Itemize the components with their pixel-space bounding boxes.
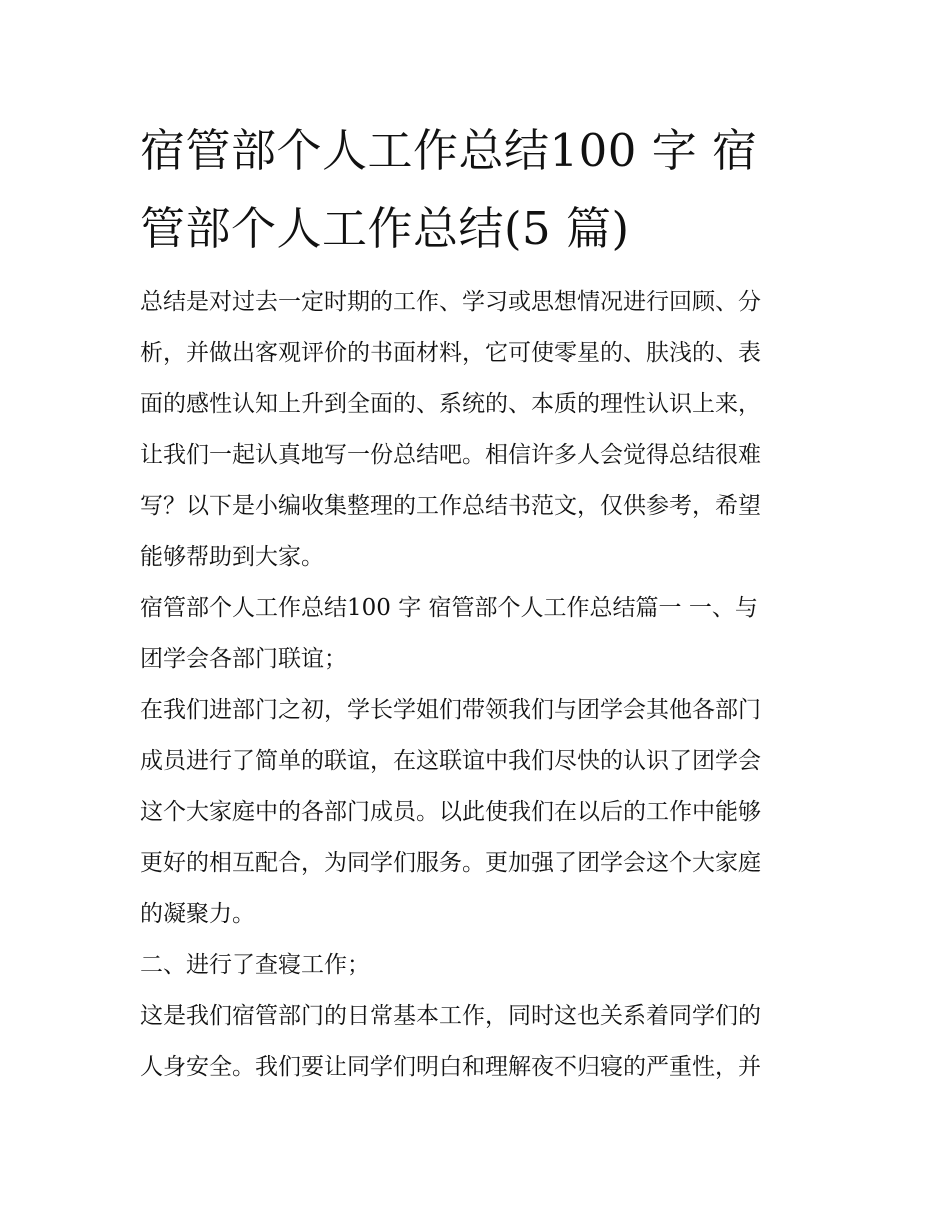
text-line: 这个大家庭中的各部门成员。以此使我们在以后的工作中能够 <box>140 799 761 825</box>
text-line: 的凝聚力。 <box>140 901 255 927</box>
text-line: 让我们一起认真地写一份总结吧。相信许多人会觉得总结很难 <box>140 442 761 468</box>
text-line: 这是我们宿管部门的日常基本工作，同时这也关系着同学们的 <box>140 1003 761 1029</box>
document-title <box>140 112 830 268</box>
text-line: 宿管部个人工作总结100 字 宿管部个人工作总结篇一 一、与 <box>140 595 758 621</box>
body-paragraph <box>140 685 830 940</box>
text-line: 二、进行了查寝工作； <box>140 952 370 978</box>
body-paragraph <box>140 991 830 1093</box>
text-line: 总结是对过去一定时期的工作、学习或思想情况进行回顾、分 <box>140 289 761 315</box>
text-line: 成员进行了简单的联谊，在这联谊中我们尽快的认识了团学会 <box>140 748 761 774</box>
text-line: 在我们进部门之初，学长学姐们带领我们与团学会其他各部门 <box>140 697 761 723</box>
text-line: 面的感性认知上升到全面的、系统的、本质的理性认识上来， <box>140 391 761 417</box>
title-line: 宿管部个人工作总结100 字 宿 <box>140 124 758 177</box>
intro-paragraph <box>140 277 830 583</box>
section-heading-paragraph <box>140 583 830 685</box>
text-line: 析，并做出客观评价的书面材料，它可使零星的、肤浅的、表 <box>140 340 761 366</box>
text-line: 团学会各部门联谊； <box>140 646 347 672</box>
text-line: 更好的相互配合，为同学们服务。更加强了团学会这个大家庭 <box>140 850 761 876</box>
document-body <box>140 277 830 1093</box>
section-heading-paragraph <box>140 940 830 991</box>
title-line: 管部个人工作总结(5 篇) <box>140 202 630 255</box>
text-line: 写？以下是小编收集整理的工作总结书范文，仅供参考，希望 <box>140 493 761 519</box>
text-line: 人身安全。我们要让同学们明白和理解夜不归寝的严重性，并 <box>140 1054 761 1080</box>
text-line: 能够帮助到大家。 <box>140 544 324 570</box>
